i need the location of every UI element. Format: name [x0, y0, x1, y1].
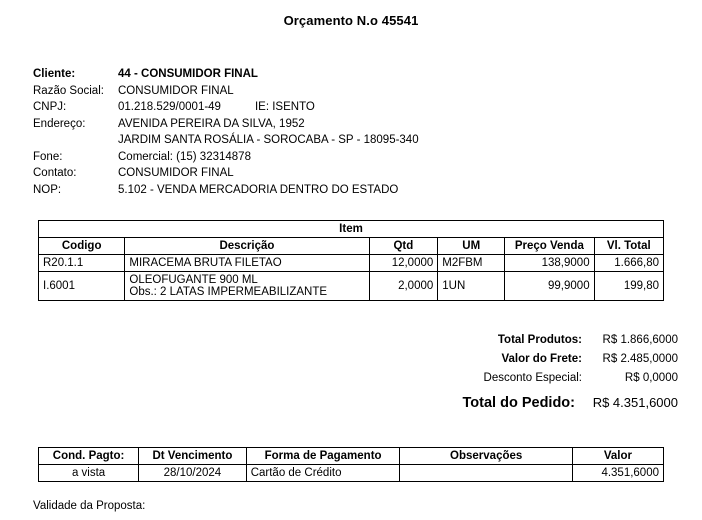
item-descricao-text: OLEOFUGANTE 900 ML — [129, 274, 258, 286]
items-table-head — [39, 221, 664, 255]
items-section-title-row — [39, 221, 664, 238]
item-descricao-obs: Obs.: 2 LATAS IMPERMEABILIZANTE — [129, 286, 328, 298]
payment-table-head — [39, 448, 664, 465]
customer-value-contato: CONSUMIDOR FINAL — [118, 167, 234, 179]
payment-column-header-row — [39, 448, 664, 465]
totals-row-desconto — [463, 369, 679, 388]
validity-label: Validade da Proposta: — [33, 500, 146, 512]
customer-value-razao-social: CONSUMIDOR FINAL — [118, 84, 234, 97]
item-um: M2FBM — [438, 255, 505, 272]
totals-label-produtos: Total Produtos: — [497, 334, 582, 346]
payment-column-forma-pagamento: Forma de Pagamento — [246, 448, 400, 465]
totals-block — [463, 331, 679, 413]
payment-forma-pagamento: Cartão de Crédito — [246, 465, 400, 482]
customer-row-cnpj — [33, 99, 673, 116]
customer-value-endereco-cont: JARDIM SANTA ROSÁLIA - SOROCABA - SP - 18095-340 — [118, 134, 419, 146]
payment-dt-vencimento: 28/10/2024 — [139, 465, 247, 482]
items-column-header-row — [39, 238, 664, 255]
item-vl-total: 199,80 — [594, 272, 663, 301]
customer-row-endereco — [33, 116, 673, 133]
item-vl-total: 1.666,80 — [594, 255, 663, 272]
items-column-preco-venda: Preço Venda — [505, 238, 594, 255]
items-column-qtd: Qtd — [369, 238, 438, 255]
totals-row-produtos — [463, 331, 679, 350]
payment-column-observacoes: Observações — [400, 448, 572, 465]
payment-column-cond-pagto: Cond. Pagto: — [39, 448, 139, 465]
totals-label-pedido: Total do Pedido: — [462, 395, 575, 411]
customer-value-cliente: 44 - CONSUMIDOR FINAL — [118, 68, 258, 80]
customer-value-fone: Comercial: (15) 32314878 — [118, 150, 251, 163]
customer-info-block — [33, 66, 673, 198]
customer-label-razao-social: Razão Social: — [33, 84, 104, 97]
customer-label-cliente: Cliente: — [33, 68, 76, 80]
item-descricao-text: MIRACEMA BRUTA FILETAO — [129, 257, 282, 269]
payment-table-body — [39, 465, 664, 482]
items-section-title: Item — [39, 221, 664, 238]
customer-value-endereco: AVENIDA PEREIRA DA SILVA, 1952 — [118, 117, 305, 130]
items-column-vl-total: Vl. Total — [594, 238, 663, 255]
items-column-codigo: Codigo — [39, 238, 125, 255]
customer-value-ie: IE: ISENTO — [254, 101, 315, 113]
totals-value-produtos: R$ 1.866,6000 — [602, 334, 678, 346]
totals-row-frete — [463, 350, 679, 369]
customer-label-fone: Fone: — [33, 150, 63, 163]
payment-table — [38, 447, 664, 482]
customer-label-nop: NOP: — [33, 183, 62, 196]
table-row — [39, 272, 664, 301]
customer-value-nop: 5.102 - VENDA MERCADORIA DENTRO DO ESTADO — [118, 183, 399, 196]
item-descricao — [125, 272, 369, 301]
payment-column-dt-vencimento: Dt Vencimento — [139, 448, 247, 465]
customer-row-fone — [33, 149, 673, 166]
item-codigo: I.6001 — [39, 272, 125, 301]
item-descricao — [125, 255, 369, 272]
item-qtd: 2,0000 — [369, 272, 438, 301]
totals-label-frete: Valor do Frete: — [501, 353, 582, 365]
quote-document-page — [0, 13, 702, 520]
item-qtd: 12,0000 — [369, 255, 438, 272]
customer-value-cnpj — [118, 99, 315, 116]
totals-value-frete: R$ 2.485,0000 — [602, 353, 678, 365]
customer-label-endereco: Endereço: — [33, 117, 86, 130]
customer-label-contato: Contato: — [33, 167, 77, 179]
totals-label-desconto: Desconto Especial: — [483, 372, 582, 384]
items-table — [38, 220, 664, 301]
table-row — [39, 465, 664, 482]
customer-value-cnpj-number: 01.218.529/0001-49 — [118, 101, 221, 113]
customer-row-contato — [33, 165, 673, 182]
items-column-um: UM — [438, 238, 505, 255]
customer-row-razao-social — [33, 83, 673, 100]
item-preco-venda: 99,9000 — [505, 272, 594, 301]
item-um: 1UN — [438, 272, 505, 301]
customer-row-nop — [33, 182, 673, 199]
payment-column-valor: Valor — [572, 448, 663, 465]
totals-value-pedido: R$ 4.351,6000 — [592, 395, 678, 410]
payment-cond-pagto: a vista — [39, 465, 139, 482]
page-title: Orçamento N.o 45541 — [283, 13, 419, 28]
customer-row-cliente — [33, 66, 673, 83]
customer-row-endereco-cont — [33, 132, 673, 149]
totals-row-pedido — [463, 393, 679, 413]
customer-label-cnpj: CNPJ: — [33, 101, 67, 113]
totals-value-desconto: R$ 0,0000 — [624, 372, 678, 384]
items-table-body — [39, 255, 664, 301]
table-row — [39, 255, 664, 272]
item-preco-venda: 138,9000 — [505, 255, 594, 272]
payment-valor: 4.351,6000 — [572, 465, 663, 482]
item-codigo: R20.1.1 — [39, 255, 125, 272]
payment-observacoes — [400, 465, 572, 482]
items-column-descricao: Descrição — [125, 238, 369, 255]
